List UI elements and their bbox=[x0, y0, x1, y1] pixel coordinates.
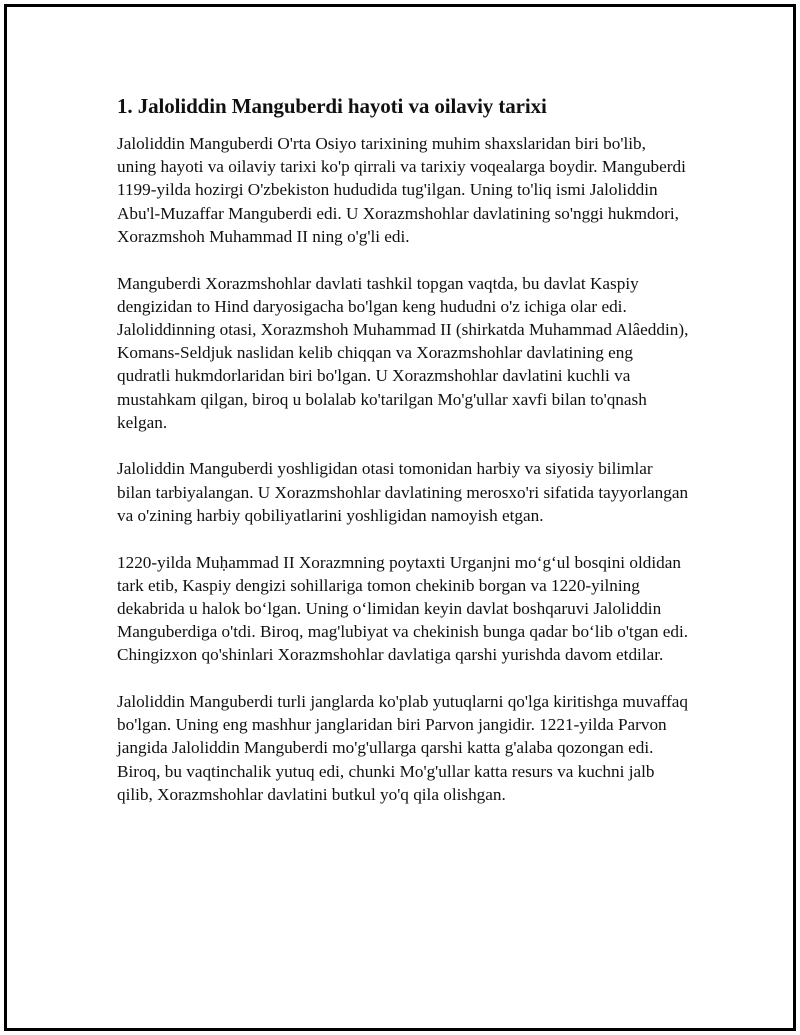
paragraph-5: Jaloliddin Manguberdi turli janglarda ko'plab yutuqlarni qo'lga kiritishga muvaffaq bo'lgan. Uning eng mashhur janglaridan biri Parvon jangidir. 1221-yilda Parvon jangida Jaloliddin Manguberdi mo'g'ullarga qarshi katta g'alaba qozongan edi. Biroq, bu vaqtinchalik yutuq edi, chunki Mo'g'ullar katta resurs va kuchni jalb qilib, Xorazmshohlar davlatini butkul yo'q qila olishgan. bbox=[117, 692, 689, 804]
paragraph-3: Jaloliddin Manguberdi yoshligidan otasi tomonidan harbiy va siyosiy bilimlar bilan tarbiyalangan. U Xorazmshohlar davlatining merosxo'ri sifatida tayyorlangan va o'zining harbiy qobiliyatlarini yoshligidan namoyish etgan. bbox=[117, 459, 689, 525]
paragraph-4: 1220-yilda Muḥammad II Xorazmning poytaxti Urganjni moʻgʻul bosqini oldidan tark etib, Kaspiy dengizi sohillariga tomon chekinib borgan va 1220-yilning dekabrida u halok boʻlgan. Uning oʻlimidan keyin davlat boshqaruvi Jaloliddin Manguberdiga o'tdi. Biroq, mag'lubiyat va chekinish bunga qadar boʻlib o'tgan edi. Chingizxon qo'shinlari Xorazmshohlar davlatiga qarshi yurishda davom etdilar. bbox=[117, 552, 689, 665]
document-body bbox=[117, 90, 689, 830]
paragraph-2: Manguberdi Xorazmshohlar davlati tashkil topgan vaqtda, bu davlat Kaspiy dengizidan to Hind daryosigacha bo'lgan keng hududni o'z ichiga olar edi. Jaloliddinning otasi, Xorazmshoh Muhammad II (shirkatda Muhammad Alâeddin), Komans-Seldjuk naslidan kelib chiqqan va Xorazmshohlar davlatining eng qudratli hukmdorlaridan biri bo'lgan. U Xorazmshohlar davlatini kuchli va mustahkam qilgan, biroq u bolalab ko'tarilgan Mo'g'ullar xavfi bilan to'qnash kelgan. bbox=[117, 273, 689, 432]
section-title: 1. Jaloliddin Manguberdi hayoti va oilaviy tarixi bbox=[117, 94, 547, 118]
paragraph-1: Jaloliddin Manguberdi O'rta Osiyo tarixining muhim shaxslaridan biri bo'lib, uning hayoti va oilaviy tarixi ko'p qirrali va tarixiy voqealarga boydir. Manguberdi 1199-yilda hozirgi O'zbekiston hududida tug'ilgan. Uning to'liq ismi Jaloliddin Abu'l-Muzaffar Manguberdi edi. U Xorazmshohlar davlatining so'nggi hukmdori, Xorazmshoh Muhammad II ning o'g'li edi. bbox=[117, 134, 686, 246]
